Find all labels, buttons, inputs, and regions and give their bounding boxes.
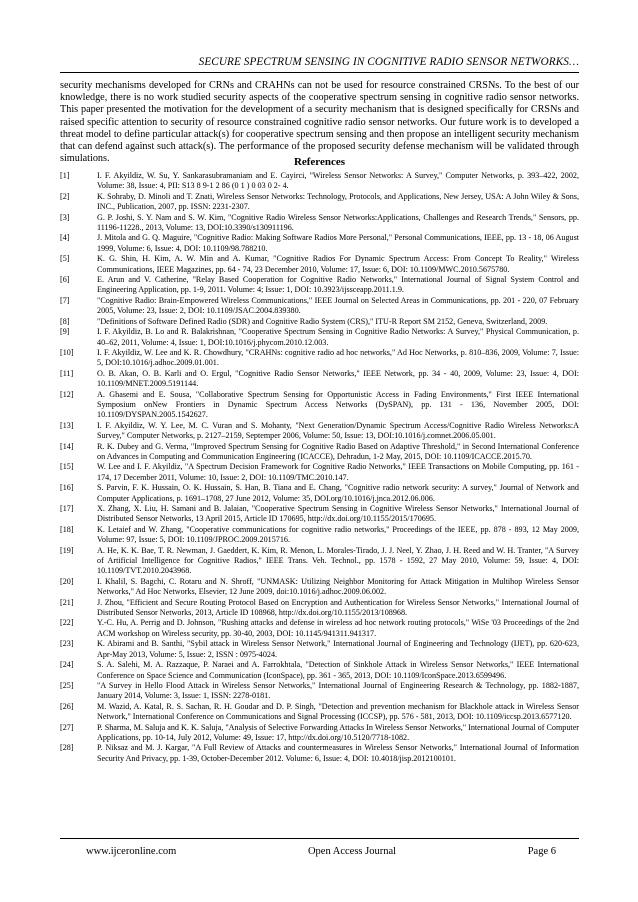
reference-item [60,296,579,317]
reference-text: O. B. Akan, O. B. Karli and O. Ergul, "Cognitive Radio Sensor Networks," IEEE Network, pp. 34 - 40, 2009, Volume: 23, Issue: 4, DOI: 10.1109/MNET.2009.5191144. [97,368,579,389]
reference-text: K. Abirami and B. Santhi, "Sybil attack in Wireless Sensor Network," International Journal of Engineering and Technology (IJET), pp. 620-623, Apr-May 2013, Volume: 5, Issue: 2, ISSN : 0975-4024. [97,639,579,659]
reference-text: I. F. Akyildiz, W. Su, Y. Sankarasubramaniam and E. Cayirci, "Wireless Sensor Networks: A Survey," Computer Networks, p. 393–422, 2002, Volume: 38, Issue: 4, PII: S13 8 9-1 2 86 (0 1 ) 0 03 0 2- 4. [97,171,579,191]
reference-text: A. He, K. K. Bae, T. R. Newman, J. Gaeddert, K. Kim, R. Menon, L. Morales-Tirado, J. J. Neel, Y. Zhao, J. H. Reed and W. H. Tranter, "A Survey of Artificial Intelligence for Cognitive Radios," IEEE Trans. Veh. Technol., pp. 1578 - 1592, 27 May 2010, Volume: 59, Issue: 4, DOI: 10.1109/TVT.2010.2043968. [97,545,579,576]
reference-item [60,618,579,639]
reference-text: R. K. Dubey and G. Verma, "Improved Spectrum Sensing for Cognitive Radio Based on Adaptive Threshold," in Second International Conference on Advances in Computing and Communication Engineering (ICACCE), Dehradun, 1-2 May, 2015, DOI: 10.1109/ICACCE.2015.70. [97,441,579,461]
reference-number: [3] [60,212,70,222]
reference-text: K. G. Shin, H. Kim, A. W. Min and A. Kumar, "Cognitive Radios For Dynamic Spectrum Access: From Concept To Reality," Wireless Communications, IEEE Magazines, pp. 64 - 74, 23 December 2010, Volume: 17, Issue: 6, DOI: 10.1109/MWC.2010.5675780. [97,254,579,274]
reference-item [60,546,579,577]
reference-text: "Definitions of Software Defined Radio (SDR) and Cognitive Radio System (CRS)," ITU-R Report SM 2152, Geneva, Switzerland, 2009. [97,316,548,326]
reference-number: [22] [60,618,74,628]
reference-number: [17] [60,504,74,513]
reference-item [60,348,579,369]
reference-text: E. Arun and V. Catherine, "Relay Based Cooperation for Cognitive Radio Networks," International Journal of Signal System Control and Engineering Application, pp. 1-9, 2011. Volume: 4; Issue: 1, DOI: 10.3923/ijssceapp.2011.1.9. [97,275,579,295]
reference-item [60,639,579,660]
reference-item [60,213,579,234]
running-header: SECURE SPECTRUM SENSING IN COGNITIVE RADIO SENSOR NETWORKS… [198,56,579,68]
reference-text: S. Parvin, F. K. Hussain, O. K. Hussain, S. Han, B. Tiana and E. Chang, "Cognitive radio network security: A survey," Journal of Network and Computer Applications, p. 1691–1708, 27 June 2012, Volume: 35, DOI.org/10.1016/j.jnca.2012.06.006. [97,483,579,503]
reference-text: J. Zhou, "Efficient and Secure Routing Protocol Based on Encryption and Authentication for Wireless Sensor Networks," International Journal of Distributed Sensor Networks, 2013, Article ID 108968, http://dx.doi.org/10.1155/2013/108968. [97,597,579,618]
reference-text: P. Sharma, M. Saluja and K. K. Saluja, "Analysis of Selective Forwarding Attacks In Wireless Sensor Networks," International Journal of Computer Applications, pp. 10-14, July 2012, Volume: 49, Issue: 17, http://dx.doi.org/10.5120/7718-1082. [97,722,579,742]
reference-item [60,660,579,681]
reference-number: [27] [60,722,74,732]
reference-number: [26] [60,701,74,711]
reference-number: [10] [60,347,74,357]
reference-item [60,702,579,723]
reference-number: [11] [60,368,74,378]
reference-text: I. Khalil, S. Bagchi, C. Rotaru and N. Shroff, "UNMASK: Utilizing Neighbor Monitoring for Attack Mitigation in Multihop Wireless Sensor Networks," Ad Hoc Networks, Elsevier, 12 June 2009, doi:10.1016/j.adhoc.2009.06.002. [97,576,579,597]
reference-number: [20] [60,576,74,586]
reference-item [60,723,579,744]
reference-number: [5] [60,254,70,264]
reference-item [60,525,579,546]
reference-text: S. A. Salehi, M. A. Razzaque, P. Naraei and A. Farrokhtala, "Detection of Sinkhole Attack in Wireless Sensor Networks," IEEE International Conference on Space Science and Communication (IconSpace), pp. 361 - 365, 2013, DOI: 10.1109/IconSpace.2013.6599496. [97,660,579,680]
reference-item [60,233,579,254]
reference-item [60,577,579,598]
reference-item [60,390,579,421]
reference-text: I. F. Akyildiz, W. Lee and K. R. Chowdhury, "CRAHNs: cognitive radio ad hoc networks," Ad Hoc Networks, p. 810–836, 2009, Volume: 7, Issue: 5, DOI:10.1016/j.adhoc.2009.01.001. [97,347,579,368]
conclusion-text: security mechanisms developed for CRNs and CRAHNs can not be used for resource constrained CRSNs. To the best of our knowledge, there is no work studied security aspects of the cooperative spectrum sensing in cognitive radio sensor networks. This paper presented the motivation for the development of a security mechanism that is designed specifically for CRSNs and raised specific attention to security of resource constrained cognitive radio sensor networks. Our future work is to developed a threat model to define particular attack(s) for cooperative spectrum sensing and then propose an intelligent security mechanism that can defend against such attack(s). The performance of the proposed security defense mechanism will be validated through simulations. [60,80,579,165]
reference-number: [25] [60,680,74,690]
reference-item [60,317,579,327]
footer-divider [60,838,579,839]
reference-number: [21] [60,597,74,607]
header-divider [60,72,579,73]
reference-text: "Cognitive Radio: Brain-Empowered Wireless Communications," IEEE Journal on Selected Areas in Communications, pp. 201 - 220, 07 February 2005, Volume: 23, Issue: 2, DOI: 10.1109/JSAC.2004.839380. [97,295,579,316]
reference-text: I. F. Akyildiz, B. Lo and R. Balakrishnan, "Cooperative Spectrum Sensing in Cognitive Radio Networks: A Survey," Physical Communication, p. 40–62, 2011, Volume: 4, Issue: 1, DOI:10.1016/j.phycom.2010.12.003. [97,327,579,347]
reference-item [60,681,579,702]
reference-number: [14] [60,441,74,451]
reference-number: [15] [60,462,74,472]
reference-item [60,743,579,764]
reference-number: [18] [60,524,74,534]
footer-page-number: Page 6 [527,846,556,857]
reference-item [60,483,579,504]
reference-number: [8] [60,316,70,326]
reference-item [60,369,579,390]
reference-item [60,275,579,296]
reference-text: Y.-C. Hu, A. Perrig and D. Johnson, "Rushing attacks and defense in wireless ad hoc network routing protocols," WiSe '03 Proceedings of the 2nd ACM workshop on Wireless security, pp. 30-40, 2003, DOI: 10.1145/941311.941317. [97,618,579,638]
reference-item [60,462,579,483]
reference-number: [16] [60,483,74,493]
reference-item [60,327,579,348]
reference-text: K. Sohraby, D. Minoli and T. Znati, Wireless Sensor Networks: Technology, Protocols, and Applications, New Jersey, USA: A John Wiley & Sons, INC., Publication, 2007, pp. ISSN: 2231-2307. [97,191,579,212]
reference-item [60,254,579,275]
reference-number: [19] [60,545,74,555]
reference-text: W. Lee and I. F. Akyildiz, "A Spectrum Decision Framework for Cognitive Radio Networks," IEEE Transactions on Mobile Computing, pp. 161 - 174, 17 December 2011, Volume: 10, Issue: 2, DOI: 10.1109/TMC.2010.147. [97,462,579,482]
footer-journal: Open Access Journal [307,846,397,857]
references-list [60,171,579,764]
reference-number: [6] [60,275,70,285]
reference-number: [12] [60,389,74,399]
reference-number: [23] [60,639,74,649]
reference-text: A. Ghasemi and E. Sousa, "Collaborative Spectrum Sensing for Opportunistic Access in Fading Environments," First IEEE International Symposium onNew Frontiers in Dynamic Spectrum Access Networks (DySPAN), pp. 131 - 136, November 2005, DOI: 10.1109/DYSPAN.2005.1542627. [97,389,579,420]
reference-item [60,504,579,525]
references-heading: References [293,156,346,168]
reference-text: I. F. Akyildiz, W. Y. Lee, M. C. Vuran and S. Mohanty, "Next Generation/Dynamic Spectrum Access/Cognitive Radio Wireless Networks:A Survey," Computer Networks, p. 2127–2159, Septemper 2006, Volume: 50, Issue: 13, DOI:10.1016/j.comnet.2006.05.001. [97,420,579,441]
reference-number: [7] [60,295,70,305]
reference-number: [4] [60,233,70,243]
reference-number: [28] [60,743,74,753]
reference-text: P. Niksaz and M. J. Kargar, "A Full Review of Attacks and countermeasures in Wireless Sensor Networks," International Journal of Information Security And Privacy, pp. 1-39, October-December 2012. Volume: 6, Issue: 4, DOI: 10.4018/jisp.2012100101. [97,743,579,763]
reference-number: [1] [60,171,70,180]
reference-text: G. P. Joshi, S. Y. Nam and S. W. Kim, "Cognitive Radio Wireless Sensor Networks:Applications, Challenges and Research Trends," Sensors, pp. 11196-11228., 2013, Volume: 13, DOI:10.3390/s130911196. [97,212,579,233]
reference-text: "A Survey in Hello Flood Attack in Wireless Sensor Networks," International Journal of Engineering Research & Technology, pp. 1882-1887, January 2014, Volume: 3, Issue: 1, ISSN: 2278-0181. [97,680,579,701]
reference-item [60,192,579,213]
reference-item [60,598,579,619]
reference-item [60,421,579,442]
reference-number: [13] [60,420,74,430]
footer-website: www.ijceronline.com [86,846,177,857]
reference-number: [24] [60,660,74,670]
conclusion-paragraph [60,80,579,165]
page-footer [86,846,556,857]
reference-item [60,442,579,463]
reference-text: X. Zhang, X. Liu, H. Samani and B. Jalaian, "Cooperative Spectrum Sensing in Cognitive Wireless Sensor Networks," International Journal of Distributed Sensor Networks, 13 April 2015, Article ID 170695, http://dx.doi.org/10.1155/2015/170695. [97,504,579,524]
reference-number: [2] [60,191,70,201]
reference-text: K. Letaief and W. Zhang, "Cooperative communications for cognitive radio networks," Proceedings of the IEEE, pp. 878 - 893, 12 May 2009, Volume: 97, Issue: 5, DOI: 10.1109/JPROC.2009.2015716. [97,524,579,545]
reference-text: M. Wazid, A. Katal, R. S. Sachan, R. H. Goudar and D. P. Singh, "Detection and prevention mechanism for Blackhole attack in Wireless Sensor Network," International Conference on Communications and Signal Processing (ICCSP), pp. 576 - 581, 2013, DOI: 10.1109/iccsp.2013.6577120. [97,701,579,722]
reference-item [60,171,579,192]
reference-number: [9] [60,327,70,337]
reference-text: J. Mitola and G. Q. Maguire, "Cognitive Radio: Making Software Radios More Personal," Personal Communications, IEEE, pp. 13 - 18, 06 August 1999, Volume: 6, Issue: 4, DOI: 10.1109/98.788210. [97,233,579,253]
